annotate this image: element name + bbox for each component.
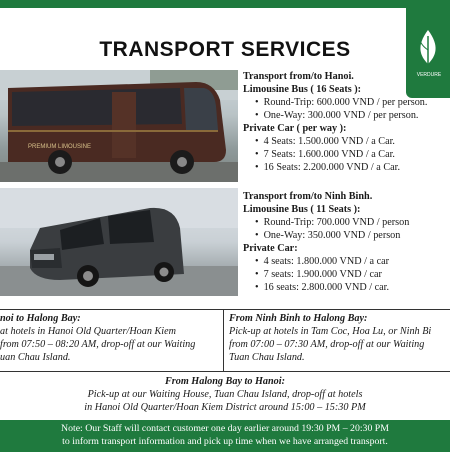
ninhbinh-car-heading: Private Car: <box>243 243 298 254</box>
route-line: at hotels in Hanoi Old Quarter/Hoan Kiem <box>0 326 177 337</box>
route-heading: From Ninh Binh to Halong Bay: <box>229 313 368 324</box>
hanoi-car-item: • 4 Seats: 1.500.000 VND / a Car. <box>243 135 427 148</box>
van-photo <box>0 188 238 296</box>
route-heading: noi to Halong Bay: <box>0 313 81 324</box>
note-bar <box>0 420 450 452</box>
route-ninhbinh-halong <box>229 312 450 364</box>
ninhbinh-heading: Transport from/to Ninh Binh. <box>243 191 373 202</box>
route-line: from 07:00 – 07:30 AM, drop-off at our Waiting <box>229 339 425 350</box>
ninhbinh-info <box>243 190 409 294</box>
ninhbinh-bus-heading: Limousine Bus ( 11 Seats ): <box>243 204 361 215</box>
bus-photo <box>0 70 238 182</box>
ninhbinh-car-item: • 4 seats: 1.800.000 VND / a car <box>243 255 409 268</box>
bus-photo-text: PREMIUM LIMOUSINE <box>28 144 92 150</box>
logo-text: VERDURE <box>416 72 442 78</box>
hanoi-car-item: • 7 Seats: 1.600.000 VND / a Car. <box>243 148 427 161</box>
route-line: Pick-up at our Waiting House, Tuan Chau Island, drop-off at hotels <box>87 389 363 400</box>
note-line: to inform transport information and pick up time when we have arranged transport. <box>62 436 388 447</box>
route-line: from 07:50 – 08:20 AM, drop-off at our Waiting <box>0 339 196 350</box>
ninhbinh-car-item: • 7 seats: 1.900.000 VND / car <box>243 268 409 281</box>
ninhbinh-bus-item: • Round-Trip: 700.000 VND / person <box>243 216 409 229</box>
hanoi-car-item: • 16 Seats: 2.200.000 VND / a Car. <box>243 161 427 174</box>
leaf-logo-icon <box>412 26 444 66</box>
route-halong-hanoi <box>0 375 450 414</box>
hanoi-heading: Transport from/to Hanoi. <box>243 71 354 82</box>
hanoi-bus-item: • One-Way: 300.000 VND / per person. <box>243 109 427 122</box>
route-line: Tuan Chau Island. <box>229 352 305 363</box>
top-bar <box>0 0 450 8</box>
hanoi-bus-item: • Round-Trip: 600.000 VND / per person. <box>243 96 427 109</box>
route-line: in Hanoi Old Quarter/Hoan Kiem District around 15:00 – 15:30 PM <box>84 402 366 413</box>
hanoi-info <box>243 70 427 174</box>
page-title: TRANSPORT SERVICES <box>99 38 351 61</box>
hanoi-car-heading: Private Car ( per way ): <box>243 123 347 134</box>
route-line: uan Chau Island. <box>0 352 71 363</box>
ninhbinh-bus-item: • One-Way: 350.000 VND / person <box>243 229 409 242</box>
divider <box>223 309 224 371</box>
note-line: Note: Our Staff will contact customer one day earlier around 19:30 PM – 20:30 PM <box>61 423 389 434</box>
ninhbinh-car-item: • 16 seats: 2.800.000 VND / car. <box>243 281 409 294</box>
route-heading: From Halong Bay to Hanoi: <box>164 376 285 387</box>
divider <box>0 371 450 372</box>
hanoi-bus-heading: Limousine Bus ( 16 Seats ): <box>243 84 362 95</box>
route-line: Pick-up at hotels in Tam Coc, Hoa Lu, or Ninh Bi <box>229 326 432 337</box>
route-hanoi-halong <box>0 312 222 364</box>
